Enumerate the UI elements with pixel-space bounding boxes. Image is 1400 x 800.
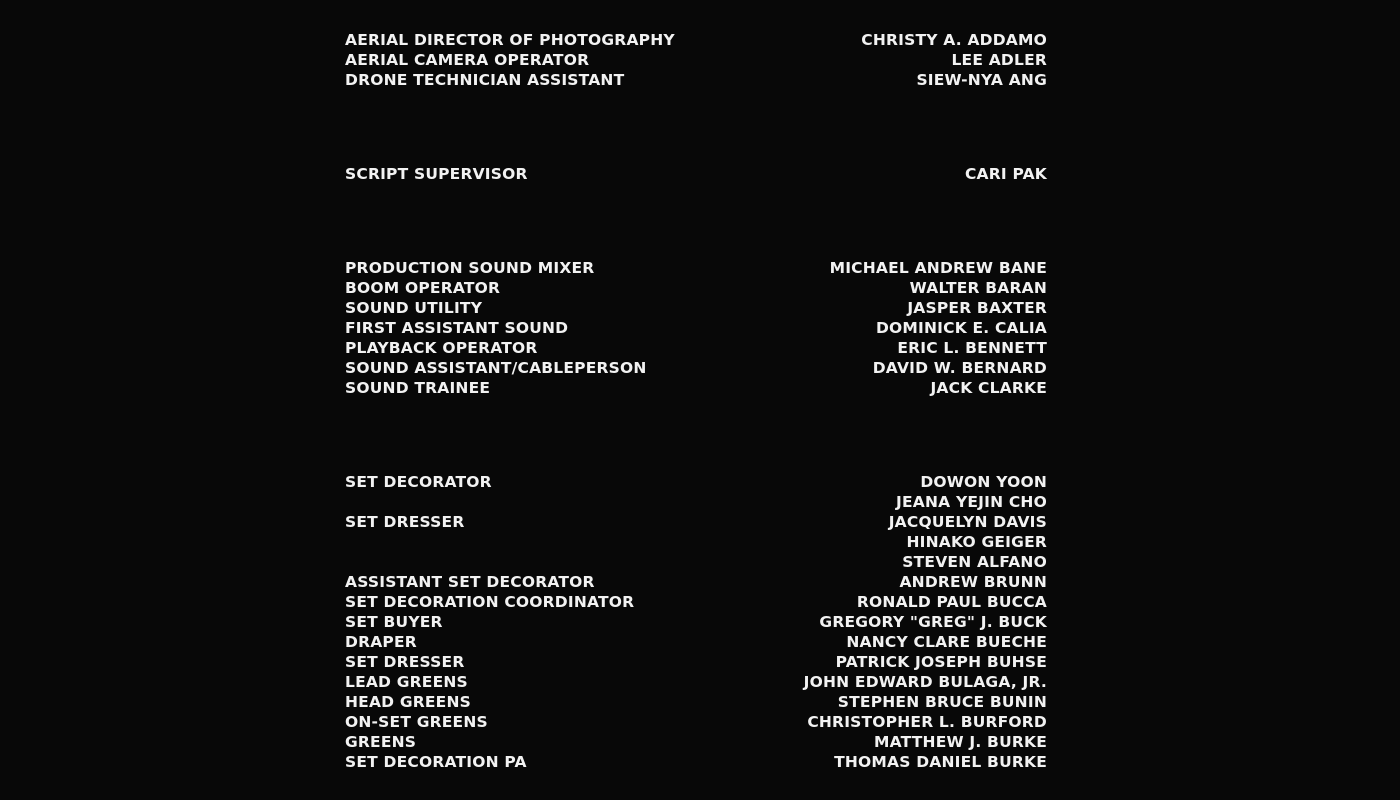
credit-row (345, 632, 1047, 652)
credit-name: JACQUELYN DAVIS (888, 513, 1047, 531)
credit-section (345, 164, 1047, 184)
credit-name: THOMAS DANIEL BURKE (834, 753, 1047, 771)
credit-row (345, 70, 1047, 90)
credit-row (345, 338, 1047, 358)
credit-row (345, 572, 1047, 592)
credit-row (345, 258, 1047, 278)
credit-row (345, 358, 1047, 378)
credit-name: CHRISTOPHER L. BURFORD (807, 713, 1047, 731)
credit-role: ASSISTANT SET DECORATOR (345, 573, 595, 591)
credit-row (345, 472, 1047, 492)
credit-name: STEPHEN BRUCE BUNIN (837, 693, 1047, 711)
credit-role: SOUND TRAINEE (345, 379, 491, 397)
credits-block (345, 30, 1047, 772)
credit-row (345, 378, 1047, 398)
credit-row (345, 318, 1047, 338)
credit-role: AERIAL DIRECTOR OF PHOTOGRAPHY (345, 31, 675, 49)
credit-row (345, 298, 1047, 318)
credit-row (345, 50, 1047, 70)
credit-role: GREENS (345, 733, 417, 751)
credit-row (345, 512, 1047, 532)
credit-section (345, 30, 1047, 90)
credit-row (345, 30, 1047, 50)
credit-name: DOWON YOON (920, 473, 1047, 491)
credit-name: CHRISTY A. ADDAMO (861, 31, 1047, 49)
credit-name: DOMINICK E. CALIA (875, 319, 1047, 337)
credit-role: AERIAL CAMERA OPERATOR (345, 51, 590, 69)
credit-name: RONALD PAUL BUCCA (856, 593, 1047, 611)
credit-row (345, 164, 1047, 184)
credit-role: PRODUCTION SOUND MIXER (345, 259, 595, 277)
credit-section (345, 472, 1047, 772)
credit-role: SET DRESSER (345, 653, 465, 671)
credit-row (345, 752, 1047, 772)
credit-name: JASPER BAXTER (907, 299, 1047, 317)
credit-role: FIRST ASSISTANT SOUND (345, 319, 569, 337)
credit-name: JOHN EDWARD BULAGA, JR. (803, 673, 1047, 691)
credit-row (345, 612, 1047, 632)
credit-role: PLAYBACK OPERATOR (345, 339, 538, 357)
credit-name: SIEW-NYA ANG (916, 71, 1047, 89)
credit-role: SET DECORATION PA (345, 753, 527, 771)
credit-role: SET BUYER (345, 613, 443, 631)
credit-role: SOUND ASSISTANT/CABLEPERSON (345, 359, 647, 377)
credit-section (345, 258, 1047, 398)
credit-name: MATTHEW J. BURKE (874, 733, 1047, 751)
credit-name: PATRICK JOSEPH BUHSE (835, 653, 1047, 671)
credit-name: GREGORY "GREG" J. BUCK (819, 613, 1047, 631)
credit-name: LEE ADLER (951, 51, 1047, 69)
credit-role: DRONE TECHNICIAN ASSISTANT (345, 71, 625, 89)
credit-role: SOUND UTILITY (345, 299, 483, 317)
credit-row (345, 552, 1047, 572)
credit-name: JACK CLARKE (930, 379, 1047, 397)
credit-role: SET DECORATOR (345, 473, 492, 491)
credit-role: SCRIPT SUPERVISOR (345, 165, 528, 183)
credit-name: ANDREW BRUNN (899, 573, 1047, 591)
credit-row (345, 278, 1047, 298)
credit-name: STEVEN ALFANO (902, 553, 1047, 571)
credit-row (345, 592, 1047, 612)
credit-row (345, 532, 1047, 552)
credit-name: NANCY CLARE BUECHE (846, 633, 1047, 651)
credit-row (345, 492, 1047, 512)
credit-name: WALTER BARAN (909, 279, 1047, 297)
credit-role: SET DRESSER (345, 513, 465, 531)
credit-row (345, 692, 1047, 712)
credit-role: SET DECORATION COORDINATOR (345, 593, 635, 611)
credit-name: HINAKO GEIGER (906, 533, 1047, 551)
credit-row (345, 672, 1047, 692)
credit-role: DRAPER (345, 633, 417, 651)
credit-role: BOOM OPERATOR (345, 279, 501, 297)
credit-role: ON-SET GREENS (345, 713, 488, 731)
credit-name: MICHAEL ANDREW BANE (829, 259, 1047, 277)
credit-row (345, 712, 1047, 732)
credit-role: LEAD GREENS (345, 673, 468, 691)
credit-name: CARI PAK (964, 165, 1047, 183)
credit-name: JEANA YEJIN CHO (896, 493, 1047, 511)
credit-row (345, 652, 1047, 672)
credit-row (345, 732, 1047, 752)
credit-name: DAVID W. BERNARD (872, 359, 1047, 377)
credit-name: ERIC L. BENNETT (897, 339, 1047, 357)
credit-role: HEAD GREENS (345, 693, 471, 711)
